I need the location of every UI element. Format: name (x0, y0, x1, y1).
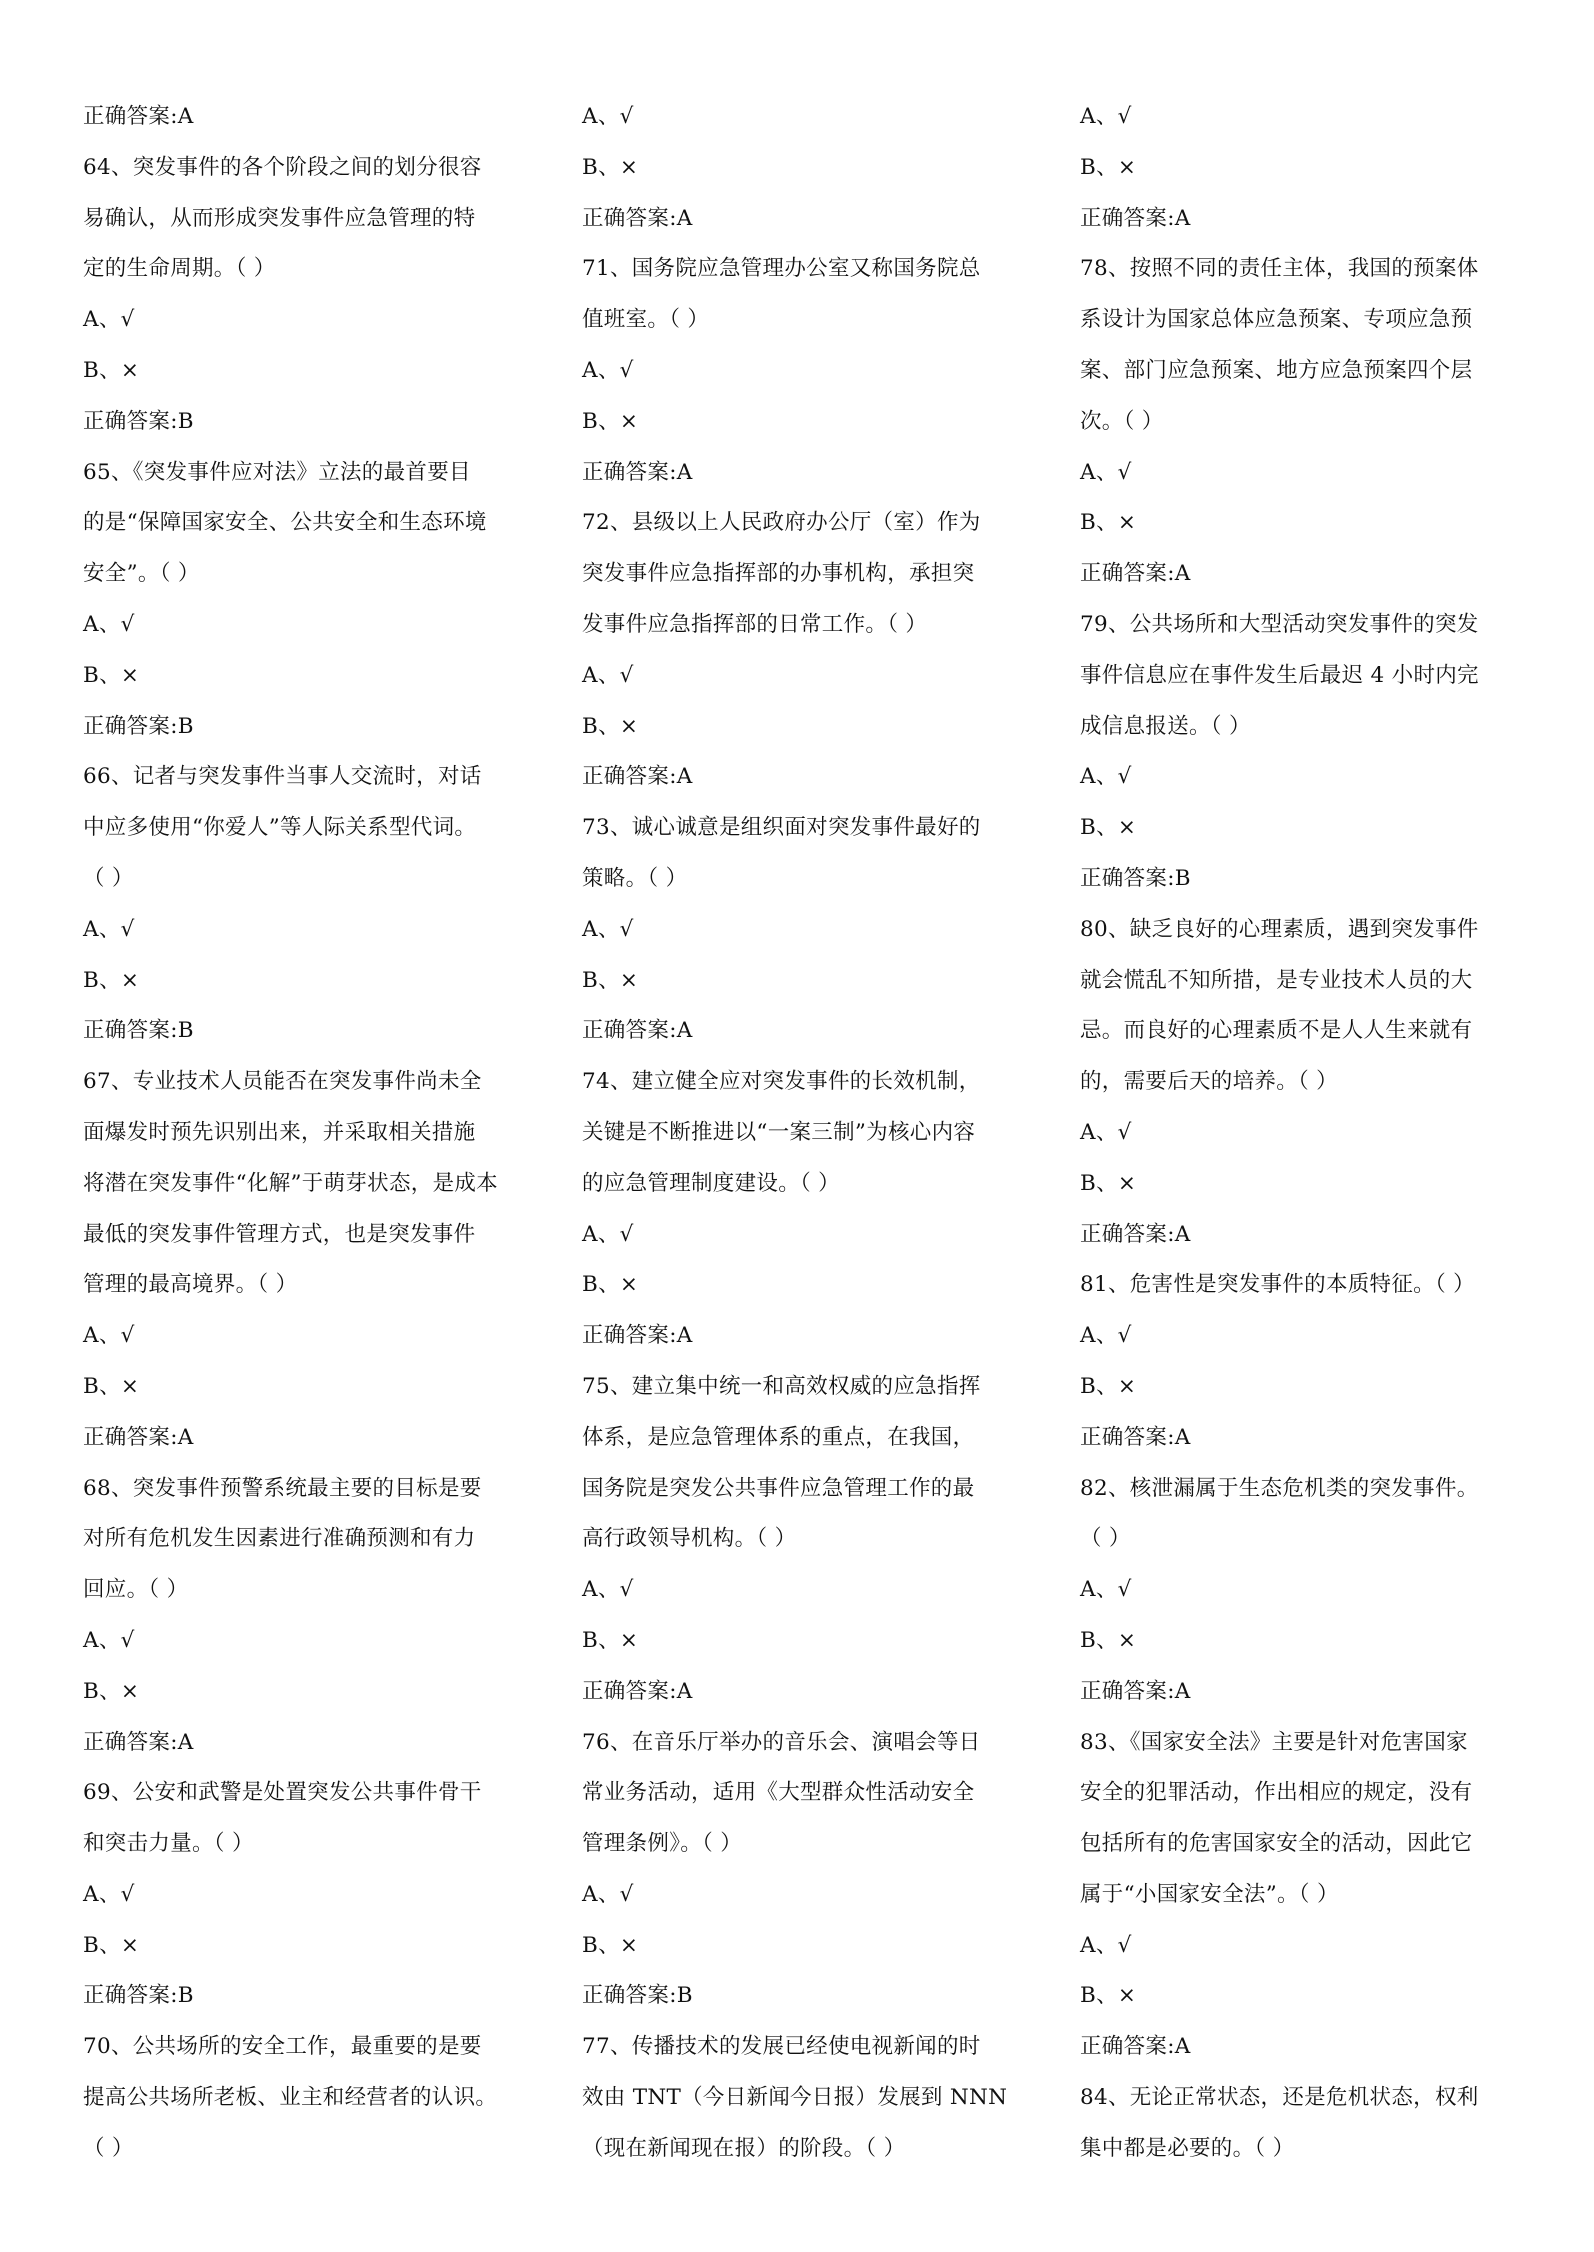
text-line: 发事件应急指挥部的日常工作。（ ） (582, 611, 928, 637)
text-line: 正确答案:A (83, 104, 194, 129)
text-line: 正确答案:A (1080, 561, 1191, 587)
text-line: 正确答案:A (582, 1323, 693, 1349)
text-line: 81、危害性是突发事件的本质特征。（ ） (1080, 1272, 1475, 1298)
text-line: 71、国务院应急管理办公室又称国务院总 (582, 256, 981, 282)
text-line: 体系，是应急管理体系的重点，在我国， (582, 1424, 975, 1450)
text-line: B、× (1080, 815, 1137, 841)
text-line: 回应。（ ） (83, 1577, 189, 1603)
text-line: A、√ (1080, 459, 1132, 485)
text-line: A、√ (582, 104, 634, 129)
text-line: B、× (83, 1373, 140, 1399)
text-line: 正确答案:A (1080, 2034, 1191, 2060)
text-line: （ ） (83, 2135, 134, 2161)
text-line: 的，需要后天的培养。（ ） (1080, 1069, 1338, 1095)
text-line: A、√ (1080, 1323, 1132, 1349)
text-line: A、√ (83, 1627, 135, 1653)
text-line: A、√ (1080, 1932, 1132, 1958)
text-line: A、√ (582, 662, 634, 688)
text-line: 管理条例》。（ ） (582, 1831, 743, 1857)
text-line: 正确答案:A (582, 205, 693, 231)
text-line: A、√ (1080, 1119, 1132, 1145)
text-line: 正确答案:A (582, 459, 693, 485)
text-line: B、× (83, 1678, 140, 1704)
text-line: 案、部门应急预案、地方应急预案四个层 (1080, 357, 1473, 383)
text-line: 正确答案:A (1080, 1424, 1191, 1450)
text-line: B、× (83, 1932, 140, 1958)
text-line: B、× (1080, 1983, 1137, 2009)
text-line: 83、《国家安全法》主要是针对危害国家 (1080, 1729, 1468, 1755)
text-line: B、× (1080, 510, 1137, 536)
text-line: 70、公共场所的安全工作，最重要的是要 (83, 2034, 482, 2060)
text-line: B、× (582, 408, 639, 434)
text-line: 84、无论正常状态，还是危机状态，权利 (1080, 2085, 1479, 2111)
text-line: A、√ (1080, 104, 1132, 129)
text-line: 正确答案:A (582, 1018, 693, 1044)
text-line: 正确答案:A (1080, 1221, 1191, 1247)
text-line: 正确答案:A (1080, 205, 1191, 231)
text-line: 80、缺乏良好的心理素质，遇到突发事件 (1080, 916, 1479, 942)
text-line: 正确答案:A (582, 764, 693, 790)
text-line: B、× (1080, 1627, 1137, 1653)
text-line: 正确答案:B (83, 408, 194, 434)
text-line: A、√ (582, 357, 634, 383)
text-line: 的应急管理制度建设。（ ） (582, 1170, 840, 1196)
text-line: 76、在音乐厅举办的音乐会、演唱会等日 (582, 1729, 981, 1755)
text-line: 67、专业技术人员能否在突发事件尚未全 (83, 1069, 482, 1095)
text-line: 突发事件应急指挥部的办事机构，承担突 (582, 561, 975, 587)
text-line: 正确答案:A (83, 1729, 194, 1755)
text-line: （ ） (1080, 1526, 1131, 1552)
text-line: 正确答案:B (83, 1018, 194, 1044)
text-line: 管理的最高境界。（ ） (83, 1272, 298, 1298)
text-line: 79、公共场所和大型活动突发事件的突发 (1080, 611, 1479, 637)
text-line: 包括所有的危害国家安全的活动，因此它 (1080, 1831, 1473, 1857)
text-line: 73、诚心诚意是组织面对突发事件最好的 (582, 815, 981, 841)
text-line: 和突击力量。（ ） (83, 1831, 254, 1857)
text-line: 成信息报送。（ ） (1080, 713, 1251, 739)
text-line: 集中都是必要的。（ ） (1080, 2135, 1295, 2161)
text-line: 78、按照不同的责任主体，我国的预案体 (1080, 256, 1479, 282)
text-line: 正确答案:B (582, 1983, 693, 2009)
text-line: B、× (1080, 154, 1137, 180)
text-line: 易确认，从而形成突发事件应急管理的特 (83, 205, 476, 231)
text-line: 66、记者与突发事件当事人交流时，对话 (83, 764, 482, 790)
text-line: 正确答案:B (83, 1983, 194, 2009)
text-column-middle (582, 92, 1032, 2175)
text-line: B、× (1080, 1373, 1137, 1399)
text-line: A、√ (582, 1881, 634, 1907)
text-line: 75、建立集中统一和高效权威的应急指挥 (582, 1373, 981, 1399)
text-line: 安全的犯罪活动，作出相应的规定，没有 (1080, 1780, 1473, 1806)
text-line: 就会慌乱不知所措，是专业技术人员的大 (1080, 967, 1473, 993)
text-line: 值班室。（ ） (582, 307, 710, 333)
text-line: 对所有危机发生因素进行准确预测和有力 (83, 1526, 476, 1552)
text-line: 77、传播技术的发展已经使电视新闻的时 (582, 2034, 981, 2060)
text-column-left (83, 92, 533, 2175)
text-line: A、√ (83, 1881, 135, 1907)
text-line: 提高公共场所老板、业主和经营者的认识。 (83, 2085, 498, 2111)
text-line: B、× (582, 154, 639, 180)
text-line: 事件信息应在事件发生后最迟 4 小时内完 (1080, 662, 1479, 688)
text-line: A、√ (582, 1221, 634, 1247)
text-line: A、√ (1080, 764, 1132, 790)
text-line: A、√ (582, 916, 634, 942)
text-line: A、√ (83, 307, 135, 333)
text-line: 策略。（ ） (582, 865, 688, 891)
text-column-right (1080, 92, 1530, 2175)
text-line: A、√ (83, 1323, 135, 1349)
text-line: 定的生命周期。（ ） (83, 256, 276, 282)
text-line: 关键是不断推进以“一案三制”为核心内容 (582, 1119, 976, 1145)
text-line: 将潜在突发事件“化解”于萌芽状态，是成本 (83, 1170, 498, 1196)
text-line: 中应多使用“你爱人”等人际关系型代词。 (83, 815, 477, 841)
text-line: B、× (582, 967, 639, 993)
text-line: 正确答案:A (582, 1678, 693, 1704)
text-line: B、× (83, 662, 140, 688)
text-line: 正确答案:A (1080, 1678, 1191, 1704)
text-line: 面爆发时预先识别出来，并采取相关措施 (83, 1119, 476, 1145)
text-line: （现在新闻现在报）的阶段。（ ） (582, 2135, 906, 2161)
text-line: 64、突发事件的各个阶段之间的划分很容 (83, 154, 482, 180)
text-line: 的是“保障国家安全、公共安全和生态环境 (83, 510, 487, 536)
text-line: 高行政领导机构。（ ） (582, 1526, 797, 1552)
text-line: 72、县级以上人民政府办公厅（室）作为 (582, 510, 981, 536)
text-line: 82、核泄漏属于生态危机类的突发事件。 (1080, 1475, 1479, 1501)
text-line: 忌。而良好的心理素质不是人人生来就有 (1080, 1018, 1473, 1044)
text-line: 正确答案:B (1080, 865, 1191, 891)
text-line: 69、公安和武警是处置突发公共事件骨干 (83, 1780, 482, 1806)
text-line: 常业务活动，适用《大型群众性活动安全 (582, 1780, 975, 1806)
text-line: B、× (1080, 1170, 1137, 1196)
text-line: （ ） (83, 865, 134, 891)
text-line: A、√ (83, 916, 135, 942)
text-line: B、× (582, 1272, 639, 1298)
text-line: 国务院是突发公共事件应急管理工作的最 (582, 1475, 975, 1501)
text-line: 74、建立健全应对突发事件的长效机制， (582, 1069, 981, 1095)
text-line: 次。（ ） (1080, 408, 1164, 434)
text-line: 正确答案:B (83, 713, 194, 739)
text-line: 系设计为国家总体应急预案、专项应急预 (1080, 307, 1473, 333)
text-line: 正确答案:A (83, 1424, 194, 1450)
text-line: 属于“小国家安全法”。（ ） (1080, 1881, 1339, 1907)
text-line: A、√ (1080, 1577, 1132, 1603)
text-line: 安全”。（ ） (83, 561, 200, 587)
text-line: B、× (83, 357, 140, 383)
text-line: 68、突发事件预警系统最主要的目标是要 (83, 1475, 482, 1501)
text-line: B、× (582, 713, 639, 739)
text-line: 效由 TNT（今日新闻今日报）发展到 NNN (582, 2085, 1008, 2111)
text-line: B、× (582, 1932, 639, 1958)
text-line: A、√ (83, 611, 135, 637)
text-line: B、× (582, 1627, 639, 1653)
text-line: B、× (83, 967, 140, 993)
text-line: A、√ (582, 1577, 634, 1603)
text-line: 最低的突发事件管理方式，也是突发事件 (83, 1221, 476, 1247)
text-line: 65、《突发事件应对法》立法的最首要目 (83, 459, 471, 485)
